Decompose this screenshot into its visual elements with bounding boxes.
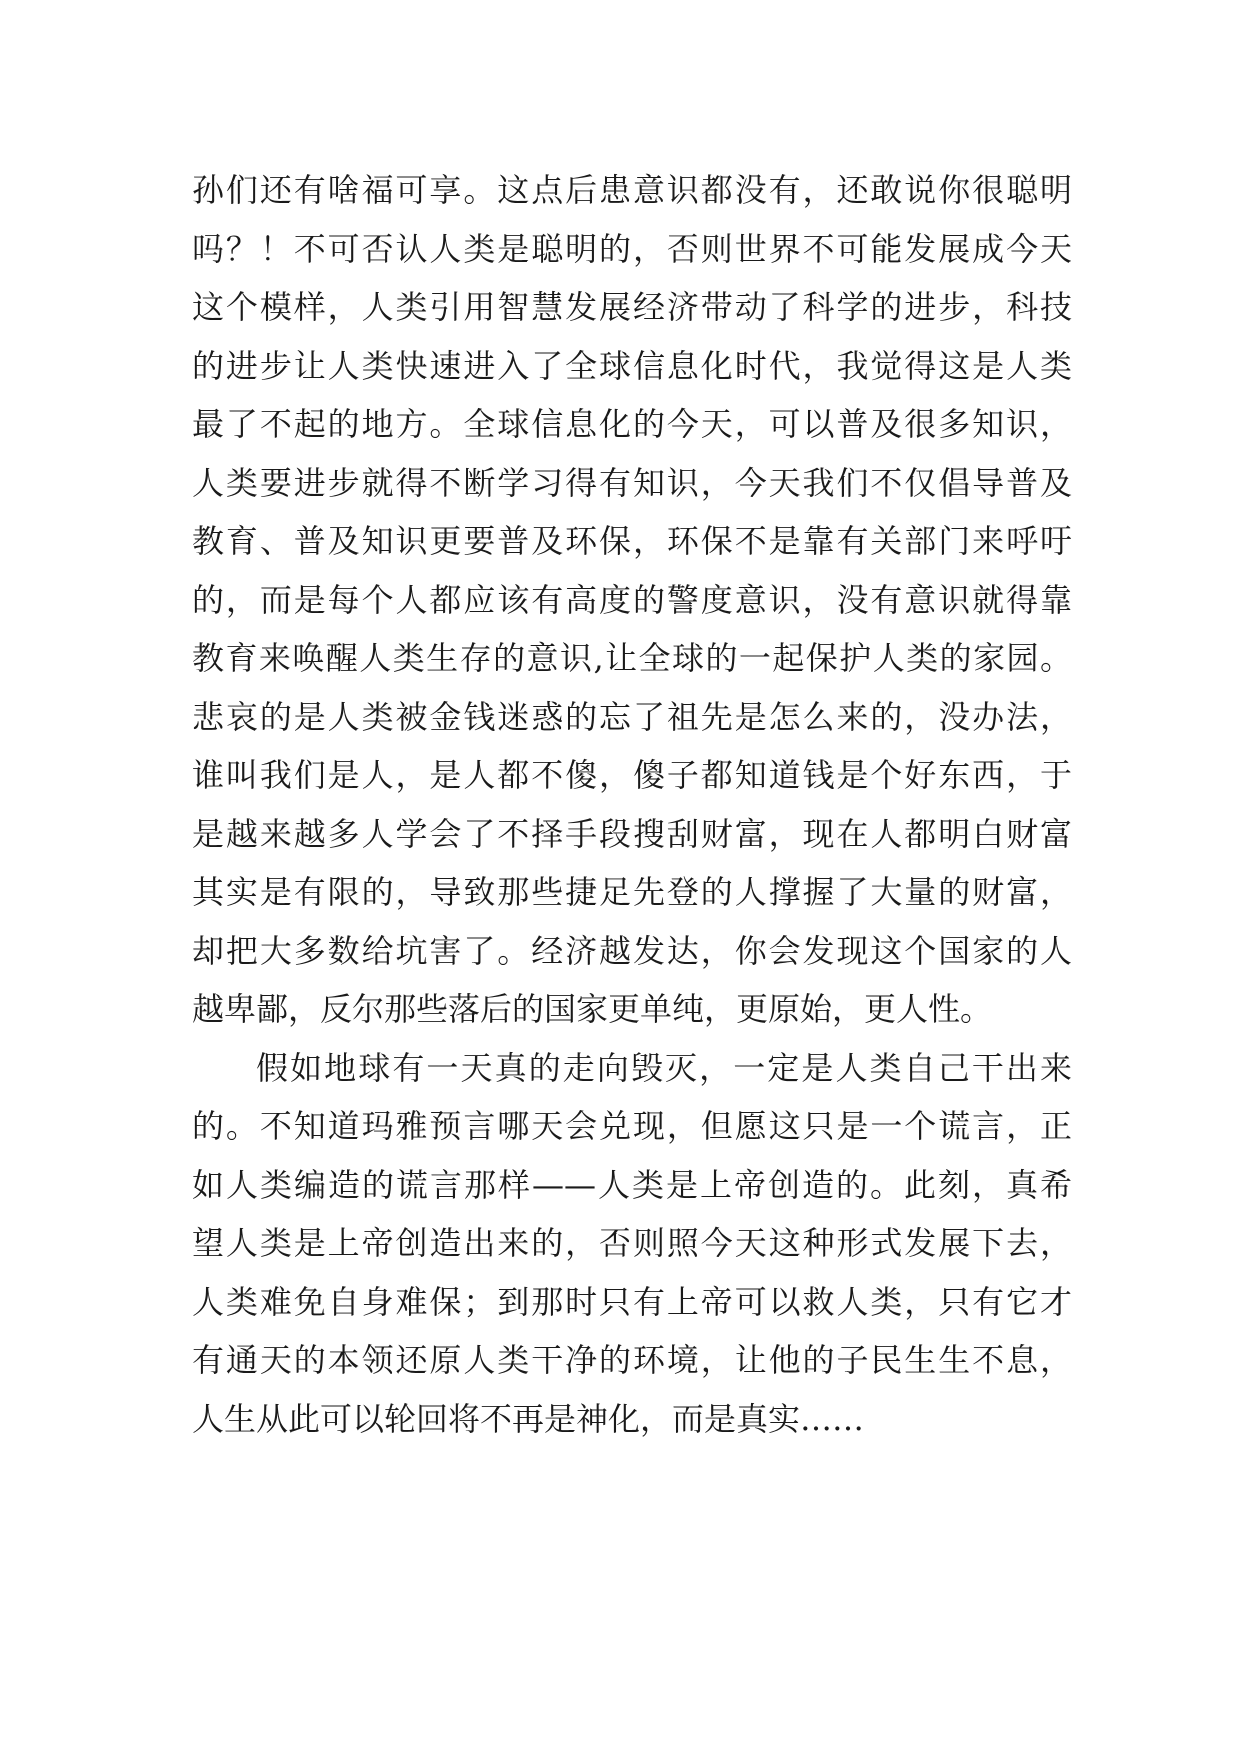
text-line: 其实是有限的，导致那些捷足先登的人撑握了大量的财富， bbox=[192, 873, 1072, 911]
text-line: 最了不起的地方。全球信息化的今天，可以普及很多知识， bbox=[192, 405, 1072, 443]
text-line: 教育来唤醒人类生存的意识,让全球的一起保护人类的家园。 bbox=[192, 639, 1072, 677]
text-line: 悲哀的是人类被金钱迷惑的忘了祖先是怎么来的，没办法， bbox=[192, 697, 1072, 736]
text-line: 是越来越多人学会了不择手段搜刮财富，现在人都明白财富 bbox=[192, 814, 1072, 853]
text-line: 教育、普及知识更要普及环保，环保不是靠有关部门来呼吁 bbox=[192, 522, 1072, 560]
text-line: 孙们还有啥福可享。这点后患意识都没有，还敢说你很聪明 bbox=[192, 171, 1072, 209]
text-line: 假如地球有一天真的走向毁灭，一定是人类自己干出来 bbox=[256, 1048, 1072, 1087]
text-line: 的进步让人类快速进入了全球信息化时代，我觉得这是人类 bbox=[192, 346, 1072, 385]
text-line: 望人类是上帝创造出来的，否则照今天这种形式发展下去， bbox=[192, 1224, 1072, 1262]
text-line: 的。不知道玛雅预言哪天会兑现，但愿这只是一个谎言，正 bbox=[192, 1107, 1072, 1145]
text-line: 越卑鄙，反尔那些落后的国家更单纯，更原始，更人性。 bbox=[192, 990, 993, 1028]
body-text bbox=[192, 161, 1072, 1448]
text-line: 谁叫我们是人，是人都不傻，傻子都知道钱是个好东西，于 bbox=[192, 756, 1072, 794]
text-line: 有通天的本领还原人类干净的环境，让他的子民生生不息， bbox=[192, 1341, 1072, 1379]
text-line: 人生从此可以轮回将不再是神化，而是真实…… bbox=[192, 1399, 865, 1438]
text-line: 人类要进步就得不断学习得有知识，今天我们不仅倡导普及 bbox=[192, 463, 1072, 502]
text-line: 人类难免自身难保；到那时只有上帝可以救人类，只有它才 bbox=[192, 1282, 1072, 1321]
text-line: 却把大多数给坑害了。经济越发达，你会发现这个国家的人 bbox=[192, 931, 1072, 970]
text-line: 的，而是每个人都应该有高度的警度意识，没有意识就得靠 bbox=[192, 580, 1072, 619]
text-line: 这个模样，人类引用智慧发展经济带动了科学的进步，科技 bbox=[192, 288, 1072, 326]
text-line: 如人类编造的谎言那样——人类是上帝创造的。此刻，真希 bbox=[192, 1165, 1072, 1204]
text-line: 吗？！不可否认人类是聪明的，否则世界不可能发展成今天 bbox=[192, 229, 1072, 268]
